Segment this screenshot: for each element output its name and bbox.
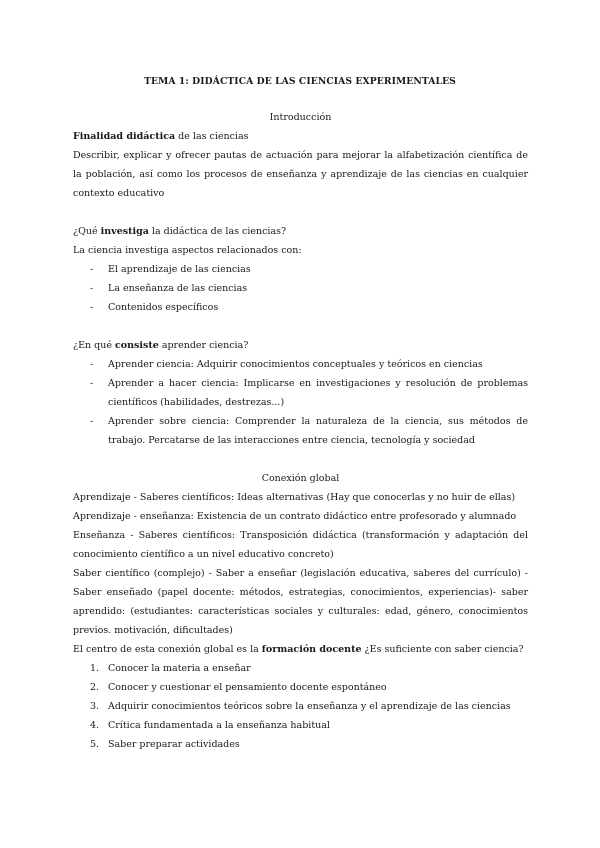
list-item-text: Crítica fundamentada a la enseñanza habitual [108,720,330,731]
investiga-list [73,260,528,317]
list-item-text: El aprendizaje de las ciencias [108,264,251,275]
dash-mark: - [90,359,94,370]
list-item-text: Conocer la materia a enseñar [108,663,251,674]
centro-text [73,640,528,659]
finalidad-bold: Finalidad didáctica [73,131,176,142]
list-item [73,298,528,317]
consiste-q-pre: ¿En qué [73,340,116,351]
investiga-q-bold: investiga [100,226,149,237]
intro-heading: Introducción [269,112,332,123]
list-item-text: Aprender ciencia: Adquirir conocimientos conceptuales y teóricos en ciencias [108,359,483,370]
list-item [73,374,528,412]
dash-mark: - [90,302,94,313]
list-item [73,412,528,450]
conexion-line: Aprendizaje - enseñanza: Existencia de un contrato didáctico entre profesorado y alumnado [73,511,517,522]
number-mark: 5. [90,739,100,750]
list-item-text: Saber preparar actividades [108,739,240,750]
dash-mark: - [90,264,94,275]
dash-mark: - [90,416,94,427]
number-mark: 2. [90,682,100,693]
centro-pre: El centro de esta conexión global es la [73,644,262,655]
centro-post: ¿Es suficiente con saber ciencia? [361,644,524,655]
finalidad-rest: de las ciencias [175,131,249,142]
centro-bold: formación docente [261,644,362,655]
conexion-heading: Conexión global [261,473,340,484]
dash-mark: - [90,378,94,389]
list-item-text: Aprender a hacer ciencia: Implicarse en investigaciones y resolución de problemas científicos (habilidades, destrezas...) [108,378,528,408]
list-item-text: Contenidos específicos [108,302,219,313]
page-title: TEMA 1: DIDÁCTICA DE LAS CIENCIAS EXPERIMENTALES [144,76,456,87]
list-item [73,735,528,754]
number-mark: 3. [90,701,100,712]
list-item-text: Conocer y cuestionar el pensamiento docente espontáneo [108,682,387,693]
document-body [73,108,528,754]
list-item [73,355,528,374]
conexion-line: Enseñanza - Saberes científicos: Transposición didáctica (transformación y adaptación del conocimiento científico a un nivel educativo concreto) [73,530,528,560]
consiste-q-bold: consiste [115,340,159,351]
list-item [73,279,528,298]
consiste-question [73,336,528,355]
investiga-q-post: la didáctica de las ciencias? [148,226,287,237]
investiga-q-pre: ¿Qué [73,226,101,237]
consiste-q-post: aprender ciencia? [158,340,249,351]
list-item-text: Aprender sobre ciencia: Comprender la naturaleza de la ciencia, sus métodos de trabajo. Percatarse de las interacciones entre ciencia, tecnología y sociedad [108,416,528,446]
dash-mark: - [90,283,94,294]
conexion-line: Aprendizaje - Saberes científicos: Ideas alternativas (Hay que conocerlas y no huir de ellas) [73,492,516,503]
finalidad-heading [73,127,528,146]
list-item-text: La enseñanza de las ciencias [108,283,248,294]
investiga-lead: La ciencia investiga aspectos relacionados con: [73,245,302,256]
consiste-list [73,355,528,450]
formacion-list [73,659,528,754]
list-item [73,659,528,678]
list-item [73,716,528,735]
list-item [73,260,528,279]
list-item [73,678,528,697]
number-mark: 1. [90,663,100,674]
investiga-question [73,222,528,241]
finalidad-text: Describir, explicar y ofrecer pautas de actuación para mejorar la alfabetización científica de la población, así como los procesos de enseñanza y aprendizaje de las ciencias en cualquier contexto educativo [73,150,528,199]
list-item-text: Adquirir conocimientos teóricos sobre la enseñanza y el aprendizaje de las ciencias [108,701,511,712]
number-mark: 4. [90,720,100,731]
list-item [73,697,528,716]
conexion-line: Saber científico (complejo) - Saber a enseñar (legislación educativa, saberes del currículo) - Saber enseñado (papel docente: métodos, estrategias, conocimientos, experiencias)- saber aprendido: (estudiantes: características sociales y culturales: edad, género, conocimientos previos. motivación, dificultades) [73,568,528,636]
